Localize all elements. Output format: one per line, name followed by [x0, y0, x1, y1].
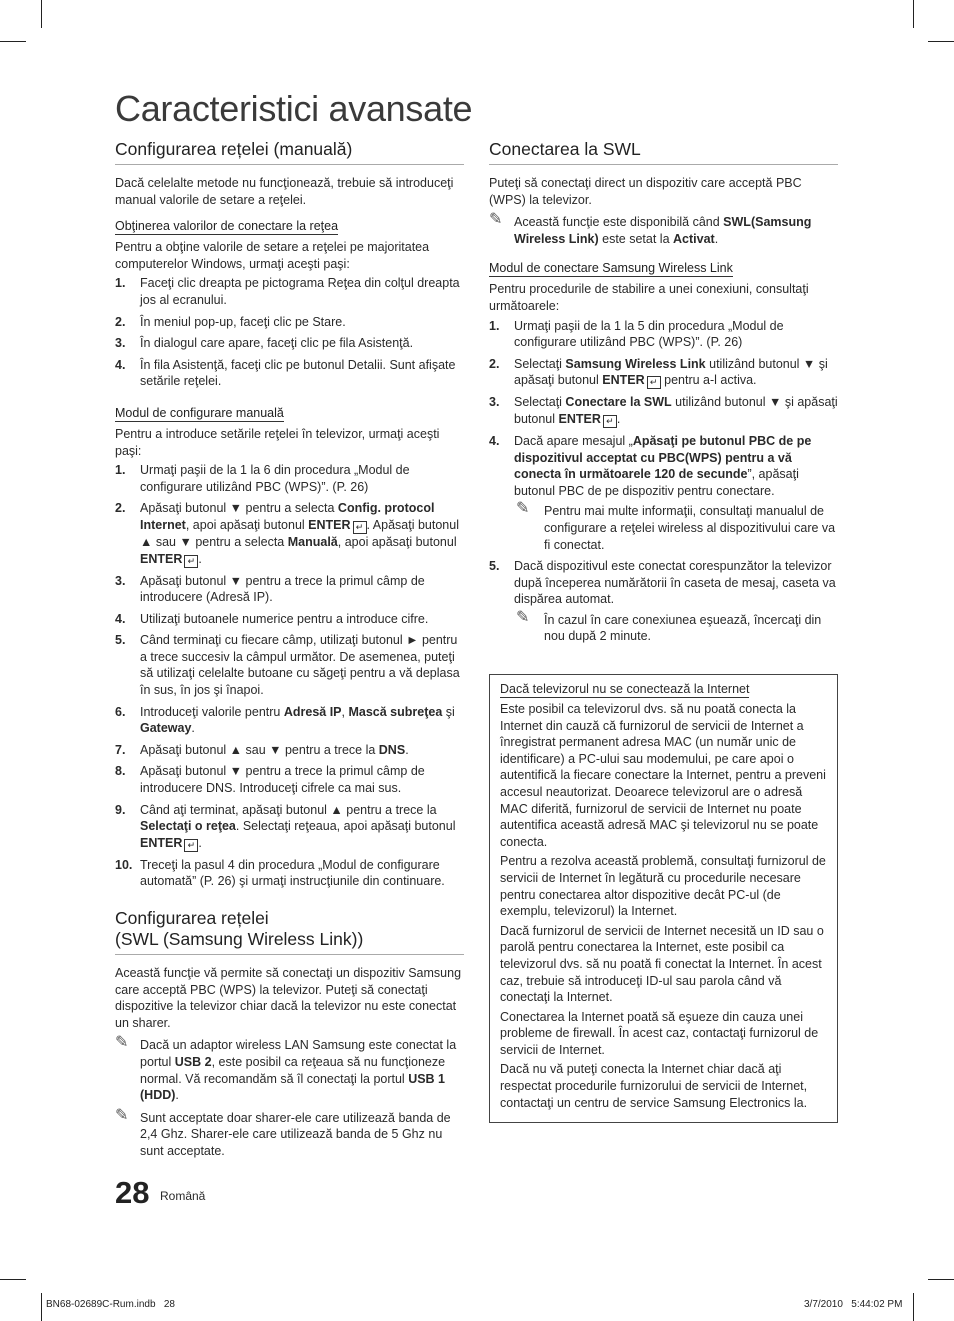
subheading-obtain: Obţinerea valorilor de conectare la reţea	[115, 219, 339, 234]
note-text: Sunt acceptate doar sharer-ele care utilizează banda de 2,4 Ghz. Sharer-ele care utilizează banda de 5 Ghz nu sunt acceptate.	[140, 1110, 451, 1158]
list-item	[489, 558, 838, 645]
list-item	[115, 462, 464, 495]
enter-label: ENTER	[602, 373, 645, 388]
note-bold: USB 1 (HDD)	[140, 1071, 446, 1103]
step-number: 6.	[115, 704, 126, 719]
enter-label: ENTER	[308, 517, 351, 532]
note-bold: SWL(Samsung Wireless Link)	[514, 215, 812, 246]
step-number: 1.	[489, 318, 500, 333]
swl-intro: Această funcţie vă permite să conectaţi un dispozitiv Samsung care acceptă PBC (WPS) la televizor. Puteţi să conectaţi dispozitive la televizor chiar dacă la televizor nu este conectat un sharer.	[115, 966, 462, 1030]
note-text: În cazul în care conexiunea eşuează, încercaţi din nou după 2 minute.	[544, 612, 822, 644]
list-item	[115, 335, 464, 352]
note-text: Dacă un adaptor wireless LAN Samsung este conectat la portul	[140, 1038, 457, 1069]
enter-icon: ↵	[647, 376, 661, 389]
step-text: ”, apăsaţi butonul PBC de pe dispozitiv pentru conectare.	[514, 467, 799, 498]
note-text: , este posibil ca reţeaua să nu funcţioneze normal. Vă recomandăm să îl conectaţi la portul	[140, 1054, 446, 1086]
section-heading-connect-swl: Conectarea la SWL	[489, 138, 838, 165]
step-number: 3.	[115, 573, 126, 588]
list-item	[115, 357, 464, 390]
note-bold: Activat	[673, 231, 715, 246]
step-bold: Samsung Wireless Link	[565, 356, 706, 371]
step-text: utilizând butonul ▼ şi apăsaţi butonul	[514, 356, 828, 388]
step-text: utilizând butonul ▼ şi apăsaţi butonul	[514, 395, 838, 426]
step-number: 1.	[115, 276, 126, 291]
right-column	[489, 138, 838, 650]
step-text: Introduceţi valorile pentru	[140, 704, 284, 719]
note	[514, 608, 838, 645]
connect-intro: Puteţi să conectaţi direct un dispozitiv care acceptă PBC (WPS) la televizor.	[489, 176, 802, 207]
step-text: În dialogul care apare, faceţi clic pe fila Asistenţă.	[140, 336, 414, 351]
list-item	[489, 433, 838, 553]
info-box-paragraph: Pentru a rezolva această problemă, consultaţi furnizorul de servicii de Internet în legătură cu procedurile necesare pentru conectarea altor dispozitive decât PC-ul (de exemplu, televizorul) la Internet.	[500, 854, 826, 919]
list-item	[489, 356, 838, 390]
enter-icon: ↵	[353, 521, 367, 534]
step-bold: Apăsaţi pe butonul PBC de pe dispozitivul acceptat cu PBC(WPS) pentru a vă conecta în următoarele 120 de secunde	[514, 433, 812, 482]
list-item	[115, 314, 464, 331]
step-number: 8.	[115, 764, 126, 779]
step-number: 9.	[115, 802, 126, 817]
note-icon: ✎	[489, 211, 503, 229]
step-text: şi	[442, 704, 455, 719]
step-bold: DNS	[378, 742, 406, 757]
enter-icon: ↵	[603, 415, 617, 428]
page-title: Caracteristici avansate	[115, 88, 473, 129]
manual-mode-steps	[115, 462, 464, 890]
crop-mark	[913, 0, 914, 28]
enter-label: ENTER	[140, 835, 183, 850]
step-number: 3.	[115, 336, 126, 351]
step-text: Dacă dispozitivul este conectat corespunzător la televizor după începerea numărătorii în caseta de mesaj, caseta va dispărea automat.	[514, 559, 836, 607]
step-text: pentru a-l activa.	[660, 373, 757, 388]
enter-icon: ↵	[184, 555, 198, 568]
step-number: 10.	[115, 857, 133, 872]
step-number: 1.	[115, 463, 126, 478]
step-number: 4.	[489, 433, 500, 448]
step-number: 4.	[115, 357, 126, 372]
crop-mark	[913, 1293, 914, 1321]
info-box-paragraph: Dacă nu vă puteţi conecta la Internet chiar dacă aţi respectat procedurile furnizorului de servicii de Internet, contactaţi un centru de service Samsung Electronics la.	[500, 1062, 808, 1110]
enter-label: ENTER	[140, 551, 183, 566]
list-item	[115, 573, 464, 606]
step-bold: Manuală	[287, 534, 338, 549]
list-item	[115, 763, 464, 796]
page-number: 28	[115, 1175, 150, 1210]
list-item: 7. Apăsaţi butonul ▲ sau ▼ pentru a trece la DNS.	[115, 742, 409, 757]
step-text: Apăsaţi butonul ▼ pentru a selecta	[140, 501, 338, 516]
note-icon: ✎	[516, 608, 530, 626]
info-box	[489, 674, 838, 1123]
step-text: Apăsaţi butonul ▼ pentru a trece la primul câmp de introducere DNS. Introduceţi cifrele ca mai sus.	[140, 764, 425, 796]
crop-mark	[41, 0, 42, 28]
step-number: 5.	[489, 559, 500, 574]
list-item: 9. Când aţi terminat, apăsaţi butonul ▲ pentru a trece la Selectaţi o reţea. Selectaţi reţeaua, apoi apăsaţi butonul ENTER ↵ .	[115, 802, 456, 850]
note: ✎ Această funcţie este disponibilă când SWL(Samsung Wireless Link) este setat la Activat.	[489, 211, 812, 246]
manual-mode-intro: Pentru a introduce setările reţelei în televizor, urmaţi aceşti paşi:	[115, 426, 440, 458]
section-heading-swl	[115, 908, 464, 955]
left-column	[115, 138, 464, 1160]
step-number: 3.	[489, 395, 500, 410]
step-bold: Mască subreţea	[348, 704, 443, 719]
step-number: 4.	[115, 611, 126, 626]
step-text: . Apăsaţi butonul ▲ sau ▼ pentru a selecta	[140, 517, 459, 549]
note: ✎ Dacă un adaptor wireless LAN Samsung este conectat la portul USB 2, este posibil ca reţeaua să nu funcţioneze normal. Vă recomandăm să îl conectaţi la portul USB 1 (HDD).	[115, 1034, 457, 1103]
language-label: Română	[160, 1189, 206, 1203]
list-item	[115, 275, 464, 308]
manual-intro: Dacă celelalte metode nu funcţionează, trebuie să introduceţi manual valorile de setare a reţelei.	[115, 176, 454, 207]
step-bold: Gateway	[140, 721, 192, 736]
step-text: Apăsaţi butonul ▲ sau ▼ pentru a trece la	[140, 742, 379, 757]
heading-line: (SWL (Samsung Wireless Link))	[115, 929, 364, 949]
step-text: Când terminaţi cu fiecare câmp, utilizaţi butonul ► pentru a trece succesiv la câmpul următor. De asemenea, puteţi să utilizaţi celelalte butoane cu săgeţi pentru a vă deplasa în sus, în jos şi înapoi.	[140, 633, 460, 698]
footer-date: 3/7/2010 5:44:02 PM	[804, 1299, 903, 1310]
list-item: 2. Apăsaţi butonul ▼ pentru a selecta Config. protocol Internet, apoi apăsaţi butonul ENTER ↵ . Apăsaţi butonul ▲ sau ▼ pentru a selecta Manuală, apoi apăsaţi butonul ENTER ↵ .	[115, 501, 459, 566]
list-item	[115, 857, 464, 890]
step-text: . Selectaţi reţeaua, apoi apăsaţi butonul	[235, 819, 456, 834]
step-text: Când aţi terminat, apăsaţi butonul ▲ pentru a trece la	[140, 802, 437, 817]
list-item	[115, 611, 464, 628]
note	[115, 1106, 464, 1160]
step-text: Faceţi clic dreapta pe pictograma Reţea din colţul dreapta jos al ecranului.	[140, 276, 460, 307]
note-text: Această funcţie este disponibilă când	[514, 215, 724, 230]
info-box-title: Dacă televizorul nu se conectează la Internet	[500, 682, 750, 696]
note-icon: ✎	[115, 1106, 129, 1124]
info-box-paragraph: Conectarea la Internet poată să eşueze din cauza unei probleme de firewall. În acest caz, contactaţi furnizorul de servicii de Internet.	[500, 1009, 819, 1057]
list-item	[489, 318, 838, 351]
list-item	[115, 632, 464, 698]
step-text: , apoi apăsaţi butonul	[185, 517, 309, 532]
footer-file: BN68-02689C-Rum.indb 28	[46, 1299, 175, 1310]
step-text: Selectaţi	[514, 356, 566, 371]
step-text: În meniul pop-up, faceţi clic pe Stare.	[140, 314, 346, 329]
enter-label: ENTER	[558, 411, 601, 426]
list-item: 6. Introduceţi valorile pentru Adresă IP, Mască subreţea şi Gateway.	[115, 704, 455, 736]
enter-icon: ↵	[184, 839, 198, 852]
step-text: Treceţi la pasul 4 din procedura „Modul de configurare automată” (P. 26) şi urmaţi instrucţiunile din continuare.	[140, 857, 445, 889]
step-text: Urmaţi paşii de la 1 la 6 din procedura „Modul de configurare utilizând PBC (WPS)”. (P. 26)	[140, 463, 410, 494]
step-text: Urmaţi paşii de la 1 la 5 din procedura „Modul de configurare utilizând PBC (WPS)”. (P. 26)	[514, 318, 784, 350]
note-icon: ✎	[115, 1034, 129, 1052]
subheading-swl-mode: Modul de conectare Samsung Wireless Link	[489, 261, 733, 276]
crop-mark	[928, 41, 954, 42]
subheading-manual-mode: Modul de configurare manuală	[115, 405, 284, 420]
swl-mode-steps	[489, 318, 838, 646]
crop-mark	[41, 1293, 42, 1321]
obtain-intro: Pentru a obţine valorile de setare a reţelei pe majoritatea computerelor Windows, urmaţi aceşti paşi:	[115, 240, 430, 271]
list-item: 3. Selectaţi Conectare la SWL utilizând butonul ▼ şi apăsaţi butonul ENTER ↵ .	[489, 395, 838, 426]
step-bold: Adresă IP	[283, 704, 342, 719]
crop-mark	[0, 41, 26, 42]
info-box-paragraph: Este posibil ca televizorul dvs. să nu poată conecta la Internet din cauză că furnizorul de servicii de Internet a înregistrat permanent adresa MAC (un număr unic de identificare) a PC-ului sau modemului, pe care apoi o autentifică la fiecare conectare la Internet, pentru a preveni accesul neautorizat. Deoarece televizorul are o adresă MAC diferită, furnizorul de servicii de Internet nu poate autentifica această adresă MAC şi televizorul nu se poate conecta.	[500, 702, 826, 849]
step-text: În fila Asistenţă, faceţi clic pe butonul Detalii. Sunt afişate setările reţelei.	[140, 357, 456, 389]
note-bold: USB 2	[174, 1054, 212, 1069]
swl-mode-intro: Pentru procedurile de stabilire a unei conexiuni, consultaţi următoarele:	[489, 282, 809, 313]
step-number: 7.	[115, 742, 126, 757]
step-bold: Conectare la SWL	[565, 395, 672, 410]
crop-mark	[928, 1279, 954, 1280]
step-text: Apăsaţi butonul ▼ pentru a trece la primul câmp de introducere (Adresă IP).	[140, 573, 425, 605]
step-text: Selectaţi	[514, 395, 566, 410]
section-heading-manual: Configurarea rețelei (manuală)	[115, 138, 464, 165]
note-text: este setat la	[598, 231, 673, 246]
step-text: Utilizaţi butoanele numerice pentru a introduce cifre.	[140, 611, 429, 626]
note-text: Pentru mai multe informaţii, consultaţi manualul de configurare a reţelei wireless al dispozitivului care va fi conectat.	[544, 504, 836, 552]
info-box-paragraph: Dacă furnizorul de servicii de Internet necesită un ID sau o parolă pentru conectarea la Internet, este posibil ca televizorul dvs. să nu poată fi conectat la Internet. În acest caz, trebuie să introduceţi ID-ul sau parola când vă conectaţi la Internet.	[500, 923, 824, 1005]
note	[514, 500, 838, 553]
step-bold: Selectaţi o reţea	[140, 819, 236, 834]
note-icon: ✎	[516, 500, 530, 518]
step-number: 2.	[115, 314, 126, 329]
step-number: 5.	[115, 633, 126, 648]
obtain-steps	[115, 275, 464, 390]
step-number: 2.	[115, 501, 126, 516]
step-bold: Config. protocol Internet	[140, 501, 435, 532]
step-text: Dacă apare mesajul „	[514, 433, 633, 448]
step-text: , apoi apăsaţi butonul	[337, 534, 457, 549]
crop-mark	[0, 1279, 26, 1280]
heading-line: Configurarea rețelei	[115, 908, 269, 928]
step-number: 2.	[489, 356, 500, 371]
